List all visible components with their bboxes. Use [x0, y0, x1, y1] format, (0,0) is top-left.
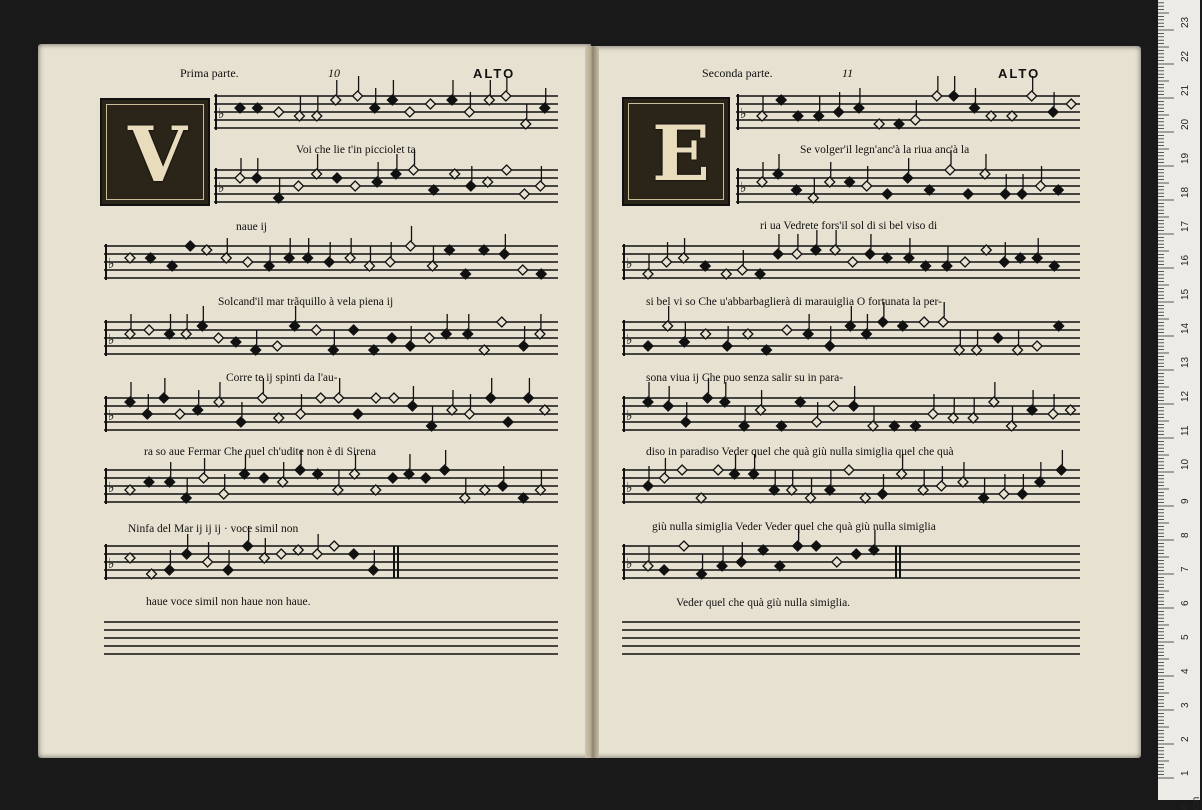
- note-head: [1032, 341, 1042, 351]
- note-head: [142, 409, 152, 419]
- note-head: [681, 417, 691, 427]
- left-lyric-line-7: haue voce simil non haue non haue.: [146, 596, 311, 608]
- note-head: [388, 473, 398, 483]
- note-head: [849, 401, 859, 411]
- note-head: [405, 341, 415, 351]
- clef-sign: ♭: [626, 256, 633, 272]
- note-head: [722, 341, 732, 351]
- right-lyric-line-3: si bel vi so Che u'abbarbaglierà di marauiglia O fortunata la per-: [646, 296, 942, 308]
- ruler-number: 15: [1180, 288, 1191, 300]
- note-head: [164, 565, 174, 575]
- ruler-number: 4: [1180, 668, 1191, 674]
- left-lyric-line-3: Solcand'il mar trãquillo à vela piena ij: [218, 296, 394, 308]
- left-lyric-line-2: naue ij: [236, 221, 267, 233]
- note-head: [848, 257, 858, 267]
- note-head: [214, 333, 224, 343]
- note-head: [272, 341, 282, 351]
- note-head: [316, 393, 326, 403]
- note-head: [782, 325, 792, 335]
- note-head: [519, 189, 529, 199]
- note-head: [677, 465, 687, 475]
- right-lyric-line-4: sona viua ij Che puo senza salir su in para-: [646, 372, 844, 384]
- note-head: [928, 409, 938, 419]
- clef-sign: ♭: [108, 332, 115, 348]
- note-head: [274, 107, 284, 117]
- note-head: [440, 465, 450, 475]
- note-head: [353, 409, 363, 419]
- ruler-number: 0 cm: [1180, 796, 1202, 810]
- note-head: [949, 91, 959, 101]
- note-head: [1036, 181, 1046, 191]
- note-head: [464, 107, 474, 117]
- note-head: [1017, 489, 1027, 499]
- note-head: [501, 91, 511, 101]
- clef-sign: ♭: [108, 256, 115, 272]
- note-head: [185, 241, 195, 251]
- note-head: [295, 409, 305, 419]
- clef-sign: ♭: [626, 480, 633, 496]
- ruler-number: 3: [1180, 702, 1191, 708]
- note-head: [236, 417, 246, 427]
- ruler-number: 16: [1180, 254, 1191, 266]
- note-head: [257, 393, 267, 403]
- clef-sign: ♭: [108, 408, 115, 424]
- note-head: [999, 257, 1009, 267]
- left-lyric-line-5: ra so aue Fermar Che quel ch'udite non è di Sirena: [144, 446, 376, 458]
- note-head: [643, 481, 653, 491]
- note-head: [334, 393, 344, 403]
- note-head: [999, 489, 1009, 499]
- note-head: [878, 317, 888, 327]
- ruler-number: 10: [1180, 458, 1191, 470]
- note-head: [811, 541, 821, 551]
- note-head: [405, 107, 415, 117]
- ruler-number: 9: [1180, 498, 1191, 504]
- note-head: [219, 489, 229, 499]
- note-head: [203, 557, 213, 567]
- note-head: [159, 393, 169, 403]
- note-head: [1027, 91, 1037, 101]
- note-head: [834, 107, 844, 117]
- note-head: [387, 333, 397, 343]
- note-head: [960, 257, 970, 267]
- right-lyric-line-6: giù nulla simiglia Veder Veder quel che quà giù nulla simiglia: [652, 521, 936, 533]
- note-head: [252, 173, 262, 183]
- note-head: [919, 317, 929, 327]
- note-head: [466, 181, 476, 191]
- clef-sign: ♭: [218, 180, 225, 196]
- right-part-title: Seconda parte.: [702, 66, 773, 80]
- note-head: [844, 465, 854, 475]
- note-head: [259, 473, 269, 483]
- clef-sign: ♭: [740, 106, 747, 122]
- note-head: [498, 481, 508, 491]
- note-head: [865, 249, 875, 259]
- note-head: [963, 189, 973, 199]
- note-head: [332, 173, 342, 183]
- note-head: [409, 165, 419, 175]
- right-lyric-line-5: diso in paradiso Veder quel che quà giù nulla simiglia quel che quà: [646, 446, 954, 458]
- ruler-number: 11: [1180, 425, 1191, 436]
- note-head: [773, 249, 783, 259]
- ruler-number: 22: [1180, 50, 1191, 62]
- note-head: [1048, 107, 1058, 117]
- ruler-number: 1: [1180, 770, 1191, 776]
- note-head: [311, 325, 321, 335]
- ruler-number: 2: [1180, 736, 1191, 742]
- note-head: [945, 165, 955, 175]
- note-head: [832, 557, 842, 567]
- note-head: [349, 325, 359, 335]
- right-folio-number: 11: [842, 66, 854, 80]
- note-head: [903, 173, 913, 183]
- note-head: [312, 549, 322, 559]
- right-lyric-line-1: Se volger'il legn'anc'à la riua anc'à la: [800, 144, 970, 156]
- clef-sign: ♭: [626, 408, 633, 424]
- note-head: [862, 181, 872, 191]
- note-head: [702, 393, 712, 403]
- note-head: [518, 265, 528, 275]
- note-head: [243, 541, 253, 551]
- note-head: [812, 417, 822, 427]
- clef-sign: ♭: [740, 180, 747, 196]
- ruler-number: 12: [1180, 390, 1191, 402]
- note-head: [486, 393, 496, 403]
- ruler-number: 6: [1180, 600, 1191, 606]
- ruler-number: 18: [1180, 186, 1191, 198]
- note-head: [182, 549, 192, 559]
- note-head: [793, 541, 803, 551]
- left-part-title: Prima parte.: [180, 66, 239, 80]
- note-head: [465, 409, 475, 419]
- note-head: [497, 317, 507, 327]
- note-head: [910, 115, 920, 125]
- note-head: [1017, 189, 1027, 199]
- note-head: [276, 549, 286, 559]
- note-head: [385, 257, 395, 267]
- ruler-number: 17: [1180, 220, 1191, 232]
- note-head: [523, 393, 533, 403]
- right-initial-letter: E: [652, 109, 710, 198]
- note-head: [389, 393, 399, 403]
- note-head: [329, 541, 339, 551]
- note-head: [421, 473, 431, 483]
- right-lyric-line-7: Veder quel che quà giù nulla simiglia.: [676, 597, 851, 609]
- note-head: [936, 481, 946, 491]
- note-head: [1056, 465, 1066, 475]
- left-lyric-line-4: Corre te ij spinti da l'au-: [226, 372, 338, 384]
- note-head: [519, 341, 529, 351]
- note-head: [877, 489, 887, 499]
- clef-sign: ♭: [626, 556, 633, 572]
- note-head: [235, 173, 245, 183]
- note-head: [938, 317, 948, 327]
- note-head: [737, 265, 747, 275]
- left-lyric-line-6: Ninfa del Mar ij ij ij · voce simil non: [128, 523, 299, 535]
- note-head: [349, 549, 359, 559]
- left-lyric-line-1: Voi che lie t'in picciolet ta: [296, 144, 416, 156]
- measurement-ruler: [1158, 0, 1202, 810]
- note-head: [829, 401, 839, 411]
- right-voice-label: ALTO: [998, 66, 1041, 81]
- note-head: [663, 401, 673, 411]
- note-head: [199, 473, 209, 483]
- note-head: [535, 181, 545, 191]
- note-head: [679, 541, 689, 551]
- ruler-number: 7: [1180, 566, 1191, 572]
- ruler-number: 13: [1180, 356, 1191, 368]
- note-head: [1000, 189, 1010, 199]
- note-head: [1066, 99, 1076, 109]
- clef-sign: ♭: [108, 480, 115, 496]
- note-head: [324, 257, 334, 267]
- note-head: [993, 333, 1003, 343]
- note-head: [368, 565, 378, 575]
- note-head: [882, 189, 892, 199]
- note-head: [175, 409, 185, 419]
- note-head: [825, 341, 835, 351]
- note-head: [425, 99, 435, 109]
- note-head: [424, 333, 434, 343]
- note-head: [643, 341, 653, 351]
- note-head: [1048, 409, 1058, 419]
- note-head: [353, 91, 363, 101]
- note-head: [350, 181, 360, 191]
- note-head: [407, 401, 417, 411]
- note-head: [406, 241, 416, 251]
- note-head: [223, 565, 233, 575]
- note-head: [713, 465, 723, 475]
- note-head: [293, 181, 303, 191]
- right-lyric-line-2: ri ua Vedrete fors'il sol di si bel viso di: [760, 220, 938, 232]
- clef-sign: ♭: [218, 106, 225, 122]
- ruler-number: 23: [1180, 16, 1191, 28]
- note-head: [792, 249, 802, 259]
- note-head: [243, 257, 253, 267]
- ruler-number: 8: [1180, 532, 1191, 538]
- note-head: [659, 565, 669, 575]
- ruler-number: 19: [1180, 152, 1191, 164]
- note-head: [851, 549, 861, 559]
- ruler-number: 14: [1180, 322, 1191, 334]
- note-head: [371, 393, 381, 403]
- ruler-number: 21: [1180, 84, 1191, 96]
- note-head: [503, 417, 513, 427]
- note-head: [499, 249, 509, 259]
- ruler-number: 5: [1180, 634, 1191, 640]
- note-head: [502, 165, 512, 175]
- ruler-ticks: [1158, 0, 1200, 800]
- clef-sign: ♭: [626, 332, 633, 348]
- left-folio-number: 10: [328, 66, 340, 80]
- clef-sign: ♭: [108, 556, 115, 572]
- left-voice-label: ALTO: [473, 66, 516, 81]
- note-head: [659, 473, 669, 483]
- note-head: [295, 465, 305, 475]
- ruler-number: 20: [1180, 118, 1191, 130]
- left-initial-letter: V: [128, 110, 187, 199]
- note-head: [662, 257, 672, 267]
- note-head: [932, 91, 942, 101]
- note-head: [736, 557, 746, 567]
- note-head: [144, 325, 154, 335]
